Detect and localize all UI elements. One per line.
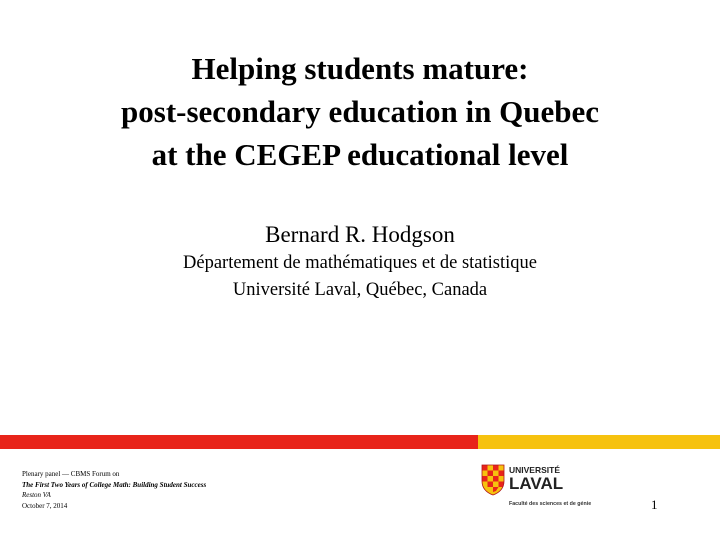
footer-date: October 7, 2014 [22, 501, 68, 510]
footer-forum-title: The First Two Years of College Math: Building Student Success [22, 480, 207, 489]
footer-event-line: Plenary panel — CBMS Forum on [22, 470, 120, 478]
logo-word-laval: LAVAL [509, 474, 564, 493]
footer-location: Reston VA [22, 491, 51, 499]
author-block [0, 220, 720, 304]
slide-title [0, 47, 720, 176]
red-band [0, 435, 478, 449]
title-line-3: at the CEGEP educational level [151, 137, 569, 172]
slide-number: 1 [651, 497, 658, 512]
yellow-band [478, 435, 720, 449]
affiliation-department: Département de mathématiques et de statistique [183, 253, 537, 273]
title-line-1: Helping students mature: [191, 51, 529, 86]
shield-icon [482, 465, 504, 495]
author-name: Bernard R. Hodgson [265, 222, 455, 247]
affiliation-university: Université Laval, Québec, Canada [232, 280, 488, 300]
footer-info [22, 469, 206, 511]
title-line-2: post-secondary education in Quebec [121, 94, 599, 129]
logo-word-universite: UNIVERSITÉ [509, 465, 561, 475]
logo-faculty: Faculté des sciences et de génie [509, 501, 592, 507]
universite-laval-logo [478, 461, 608, 511]
